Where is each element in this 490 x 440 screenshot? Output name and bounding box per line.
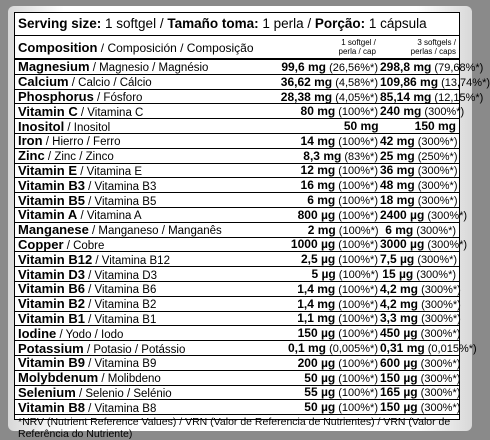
nutrient-row — [15, 400, 459, 415]
nutrient-row — [15, 326, 459, 341]
nutrient-name-cell — [15, 89, 232, 104]
serving-value-es: 1 perla / — [258, 16, 315, 31]
nrv-percent: (300%*) — [417, 372, 461, 385]
serving-label-es: Tamaño toma: — [167, 16, 259, 31]
nutrient-rows — [15, 59, 490, 415]
nutrient-translation: / Vitamina A — [77, 210, 142, 223]
nutrient-translation: / Vitamina E — [77, 165, 143, 178]
amount-value: 3000 µg — [380, 237, 425, 252]
amount-per-3-softgels — [380, 297, 459, 311]
nrv-percent: (100%*) — [335, 165, 378, 178]
nutrient-name-cell — [15, 237, 232, 252]
amount-per-3-softgels — [380, 74, 490, 89]
nutrient-translation: / Vitamina B5 — [84, 195, 157, 208]
nutrient-row — [15, 236, 468, 253]
col2-header-line2: perlas / caps — [410, 47, 456, 56]
nrv-percent: (100%*) — [335, 269, 379, 282]
composition-label: Composition — [18, 40, 98, 55]
nrv-percent: (100%*) — [335, 298, 378, 311]
amount-per-3-softgels — [380, 104, 465, 119]
amount-value: 28,38 mg — [280, 89, 333, 104]
amount-value: 1,1 mg — [297, 311, 336, 326]
nrv-percent: (100%*) — [335, 387, 378, 400]
amount-per-3-softgels — [380, 193, 459, 207]
serving-size-line — [15, 13, 459, 36]
table-header — [15, 36, 459, 60]
nutrient-name: Vitamin B2 — [18, 296, 85, 312]
amount-value: 298,8 mg — [380, 59, 432, 74]
amount-per-3-softgels — [380, 207, 468, 222]
amount-value: 42 mg — [380, 133, 415, 148]
nutrient-row — [15, 193, 459, 208]
amount-value: 1,4 mg — [297, 281, 336, 296]
nrv-percent: (100%*) — [335, 239, 378, 252]
nrv-percent: (100%*) — [335, 328, 378, 341]
nutrient-row — [15, 371, 459, 386]
nrv-percent: (4,05%*) — [332, 91, 378, 104]
nutrient-row — [15, 252, 459, 267]
amount-value: 240 mg — [380, 104, 422, 119]
amount-per-softgel — [232, 252, 380, 266]
nrv-percent: (300%*) — [418, 283, 461, 296]
amount-value: 0,31 mg — [380, 341, 425, 356]
nutrient-row — [15, 267, 459, 282]
amount-per-3-softgels — [380, 311, 459, 325]
amount-value: 200 µg — [297, 355, 336, 370]
nutrient-translation: / Inositol — [64, 121, 111, 134]
nutrient-name-cell — [15, 104, 232, 119]
nrv-percent: (100%*) — [335, 195, 378, 208]
amount-value: 150 µg — [380, 400, 418, 415]
amount-per-3-softgels — [380, 178, 459, 192]
nutrient-name-cell — [15, 341, 232, 356]
nutrient-name: Vitamin B8 — [18, 399, 85, 415]
nrv-percent: (79,68%*) — [431, 61, 484, 74]
nrv-percent: (300%*) — [414, 135, 458, 148]
amount-per-softgel — [232, 75, 380, 89]
nrv-percent: (300%*) — [417, 387, 461, 400]
amount-value: 109,86 mg — [380, 74, 439, 89]
nutrient-name: Copper — [18, 236, 64, 252]
serving-value-en: 1 softgel / — [101, 16, 168, 31]
amount-value: 5 µg — [311, 267, 336, 282]
nutrient-row — [15, 103, 465, 119]
nutrient-row — [15, 223, 459, 238]
amount-per-3-softgels — [381, 223, 459, 237]
nutrient-translation: / Manganeso / Manganês — [88, 225, 222, 238]
nutrient-row — [15, 74, 490, 90]
amount-per-3-softgels — [381, 267, 459, 281]
serving-label-pt: Porção: — [314, 16, 366, 31]
nrv-percent: (300%*) — [414, 165, 458, 178]
nrv-percent: (100%*) — [335, 224, 379, 237]
nrv-percent: (100%*) — [335, 254, 378, 267]
nutrient-translation: / Calcio / Cálcio — [68, 77, 152, 90]
amount-value: 12 mg — [300, 163, 336, 178]
amount-value: 4,2 mg — [380, 296, 419, 311]
nrv-percent: (300%*) — [417, 402, 461, 415]
nutrient-name: Vitamin B3 — [18, 177, 85, 193]
amount-per-softgel — [232, 163, 380, 177]
amount-per-softgel — [233, 267, 381, 281]
amount-per-3-softgels — [380, 237, 468, 252]
nutrient-name: Vitamin B9 — [18, 355, 85, 371]
amount-value: 50 µg — [304, 370, 336, 385]
nutrient-name: Calcium — [18, 74, 69, 90]
nutrient-name-cell — [15, 326, 232, 341]
nrv-percent: (300%*) — [417, 328, 461, 341]
amount-per-softgel — [232, 104, 380, 118]
nrv-footnote: *NRV (Nutrient Reference Values) / VRN (Valor de Referencia de Nutrientes) / VRN (Valor de Referência do Nutriente) — [18, 416, 451, 440]
nrv-percent: (100%*) — [335, 313, 378, 326]
amount-per-softgel — [232, 193, 380, 207]
amount-value: 800 µg — [297, 207, 336, 222]
amount-per-softgel — [232, 208, 380, 222]
nrv-percent: (100%*) — [335, 180, 378, 193]
nutrient-name: Iodine — [18, 325, 57, 341]
amount-value: 16 mg — [300, 178, 336, 193]
column-header-1-softgel — [297, 36, 379, 58]
amount-value: 25 mg — [380, 148, 415, 163]
nutrient-name: Phosphorus — [18, 89, 94, 104]
nutrient-name: Inositol — [18, 118, 65, 134]
nutrient-translation: / Vitamina B12 — [92, 254, 170, 267]
col1-header-line2: perla / cap — [338, 47, 376, 56]
col2-header-line1: 3 softgels / — [417, 38, 456, 47]
nutrient-name: Selenium — [18, 384, 76, 400]
amount-value: 2,5 µg — [300, 252, 336, 267]
amount-per-3-softgels — [380, 282, 459, 296]
nutrient-name-cell — [15, 59, 232, 74]
nutrient-name-cell — [15, 267, 233, 282]
nutrient-name-cell — [15, 133, 232, 148]
amount-per-softgel — [233, 223, 381, 237]
amount-value: 99,6 mg — [281, 59, 327, 74]
nutrient-translation: / Fósforo — [93, 92, 143, 104]
nutrient-name: Vitamin B1 — [18, 310, 85, 326]
nrv-percent: (300%*) — [413, 269, 457, 282]
nutrient-name-cell — [15, 222, 233, 237]
nutrient-name: Vitamin C — [18, 103, 78, 119]
nutrient-row — [15, 119, 459, 134]
nrv-percent: (12,15%*) — [431, 91, 484, 104]
nutrient-row — [15, 59, 484, 75]
nutrient-name: Potassium — [18, 340, 84, 356]
col1-header-line1: 1 softgel / — [341, 38, 376, 47]
amount-value: 4,2 mg — [380, 281, 419, 296]
amount-per-softgel — [232, 149, 380, 163]
amount-value: 7,5 µg — [380, 252, 415, 267]
nutrient-name-cell — [15, 74, 232, 89]
nutrient-row — [15, 164, 459, 179]
nrv-percent: (300%*) — [424, 209, 468, 222]
amount-per-softgel — [232, 297, 380, 311]
amount-value: 150 mg — [414, 119, 457, 134]
nutrient-name: Iron — [18, 133, 43, 149]
nutrient-name-cell — [15, 193, 232, 208]
nutrient-row — [15, 178, 459, 193]
nutrient-translation: / Vitamina C — [77, 106, 144, 119]
nrv-percent: (300%*) — [414, 254, 458, 267]
nutrient-translation: / Vitamina B6 — [84, 284, 157, 297]
nutrient-row — [15, 134, 459, 149]
amount-value: 6 mg — [385, 222, 414, 237]
amount-value: 600 µg — [380, 355, 418, 370]
amount-value: 50 µg — [304, 400, 336, 415]
amount-per-softgel — [232, 90, 380, 104]
amount-per-3-softgels — [380, 385, 459, 399]
nutrient-translation: / Hierro / Ferro — [42, 136, 121, 149]
amount-value: 150 µg — [297, 326, 336, 341]
amount-value: 450 µg — [380, 326, 418, 341]
amount-per-3-softgels — [380, 149, 459, 163]
nrv-percent: (100%*) — [335, 135, 378, 148]
nutrient-name-cell — [15, 385, 232, 400]
amount-value: 50 mg — [343, 119, 379, 134]
amount-value: 1,4 mg — [297, 296, 336, 311]
amount-per-3-softgels — [380, 134, 459, 148]
composition-translation: / Composición / Composição — [97, 41, 254, 55]
nutrient-translation: / Vitamina D3 — [84, 269, 157, 282]
amount-value: 18 mg — [380, 193, 415, 208]
amount-value: 14 mg — [300, 133, 336, 148]
amount-per-softgel — [232, 178, 380, 192]
nrv-percent: (300%*) — [414, 180, 458, 193]
nutrient-name: Vitamin B12 — [18, 251, 93, 267]
nrv-percent: (4,58%*) — [332, 76, 378, 89]
amount-per-3-softgels — [380, 163, 459, 177]
nutrient-name: Manganese — [18, 222, 89, 238]
nutrient-row — [15, 356, 459, 371]
nutrient-translation: / Zinc / Zinco — [44, 151, 114, 164]
nutrient-row — [15, 386, 459, 401]
nutrient-name-cell — [15, 281, 232, 296]
nutrient-translation: / Vitamina B9 — [84, 358, 157, 371]
nrv-percent: (100%*) — [335, 283, 378, 296]
amount-per-softgel — [232, 134, 380, 148]
nutrient-name-cell — [15, 148, 232, 163]
nutrient-row — [15, 149, 459, 164]
nutrient-translation: / Selenio / Selénio — [75, 387, 172, 400]
amount-per-3-softgels — [380, 326, 459, 340]
nutrient-translation: / Cobre — [63, 239, 105, 252]
nutrient-name: Vitamin D3 — [18, 266, 85, 282]
nutrient-translation: / Vitamina B1 — [84, 313, 157, 326]
amount-value: 85,14 mg — [380, 89, 432, 104]
amount-per-softgel — [232, 326, 380, 340]
column-header-3-softgels — [379, 36, 459, 58]
nutrient-translation: / Yodo / Iodo — [56, 328, 124, 341]
amount-per-softgel — [232, 60, 380, 74]
nrv-percent: (250%*) — [414, 150, 458, 163]
amount-per-3-softgels — [380, 59, 484, 74]
amount-per-softgel — [232, 237, 380, 251]
amount-value: 36,62 mg — [280, 74, 333, 89]
amount-value: 6 mg — [307, 193, 336, 208]
nutrient-name: Magnesium — [18, 59, 90, 75]
nutrient-translation: / Vitamina B3 — [84, 180, 157, 193]
nutrient-row — [15, 297, 459, 312]
amount-per-3-softgels — [380, 400, 459, 414]
amount-per-3-softgels — [380, 371, 459, 385]
nrv-percent: (300%*) — [418, 298, 461, 311]
amount-per-3-softgels — [380, 341, 477, 356]
amount-per-softgel — [232, 371, 380, 385]
amount-value: 48 mg — [380, 178, 415, 193]
amount-value: 150 µg — [380, 370, 418, 385]
nutrient-row — [15, 207, 468, 223]
nutrient-name-cell — [15, 119, 233, 134]
nutrient-name-cell — [15, 163, 232, 178]
nutrient-row — [15, 89, 484, 105]
amount-value: 36 mg — [380, 163, 415, 178]
amount-per-softgel — [232, 356, 380, 370]
nrv-percent: (26,56%*) — [326, 61, 378, 74]
nrv-percent: (300%*) — [414, 195, 458, 208]
nrv-percent: (100%*) — [335, 372, 378, 385]
nutrient-name: Zinc — [18, 148, 45, 164]
nutrient-translation: / Vitamina B2 — [84, 299, 157, 312]
nutrient-name: Vitamin B5 — [18, 192, 85, 208]
nutrient-row — [15, 340, 477, 356]
nrv-percent: (100%*) — [335, 402, 378, 415]
nutrient-name-cell — [15, 207, 232, 222]
composition-header — [15, 36, 297, 58]
nutrient-translation: / Molibdeno — [98, 373, 161, 386]
amount-per-softgel — [232, 385, 380, 399]
nutrient-name-cell — [15, 311, 232, 326]
nrv-percent: (300%*) — [413, 224, 457, 237]
amount-value: 0,1 mg — [288, 341, 327, 356]
amount-value: 165 µg — [380, 385, 418, 400]
nutrient-name: Vitamin E — [18, 162, 78, 178]
nutrient-translation: / Potasio / Potássio — [83, 343, 186, 356]
nrv-percent: (100%*) — [335, 106, 378, 119]
nrv-percent: (300%*) — [421, 106, 465, 119]
amount-per-softgel — [232, 282, 380, 296]
nrv-percent: (0,015%*) — [424, 343, 477, 356]
nutrient-name-cell — [15, 178, 232, 193]
amount-value: 1000 µg — [290, 237, 336, 252]
amount-per-3-softgels — [381, 119, 459, 133]
nrv-percent: (300%*) — [417, 357, 461, 370]
nrv-percent: (300%*) — [418, 313, 461, 326]
nutrient-name: Molybdenum — [18, 370, 99, 386]
nutrient-row — [15, 312, 459, 327]
amount-value: 15 µg — [382, 267, 414, 282]
nutrient-name: Vitamin B6 — [18, 281, 85, 297]
nutrient-name-cell — [15, 296, 232, 311]
amount-per-softgel — [232, 341, 380, 355]
amount-value: 2 mg — [307, 222, 336, 237]
serving-value-pt: 1 cápsula — [365, 16, 427, 31]
nrv-percent: (100%*) — [335, 357, 378, 370]
amount-per-3-softgels — [380, 252, 459, 266]
amount-value: 55 µg — [304, 385, 336, 400]
amount-per-softgel — [232, 311, 380, 325]
nrv-percent: (0,005%*) — [326, 343, 378, 356]
amount-value: 80 mg — [300, 104, 336, 119]
nrv-percent: (83%*) — [341, 150, 378, 163]
amount-per-softgel — [233, 119, 381, 133]
amount-value: 2400 µg — [380, 207, 425, 222]
nutrient-name: Vitamin A — [18, 207, 78, 223]
amount-per-3-softgels — [380, 89, 484, 104]
nutrition-facts-panel — [14, 12, 490, 440]
nutrient-name-cell — [15, 400, 232, 415]
serving-label-en: Serving size: — [18, 16, 102, 31]
nrv-percent: (100%*) — [335, 209, 378, 222]
nutrient-translation: / Vitamina B8 — [84, 402, 157, 415]
nutrient-translation: / Magnesio / Magnésio — [89, 62, 209, 75]
nrv-percent: (300%*) — [424, 239, 468, 252]
amount-per-softgel — [232, 400, 380, 414]
nutrient-name-cell — [15, 355, 232, 370]
amount-value: 3,3 mg — [380, 311, 419, 326]
nutrient-row — [15, 282, 459, 297]
amount-value: 8,3 mg — [303, 148, 342, 163]
nutrient-name-cell — [15, 252, 232, 267]
nrv-percent: (13,74%*) — [438, 76, 490, 89]
nutrient-name-cell — [15, 370, 232, 385]
amount-per-3-softgels — [380, 356, 459, 370]
